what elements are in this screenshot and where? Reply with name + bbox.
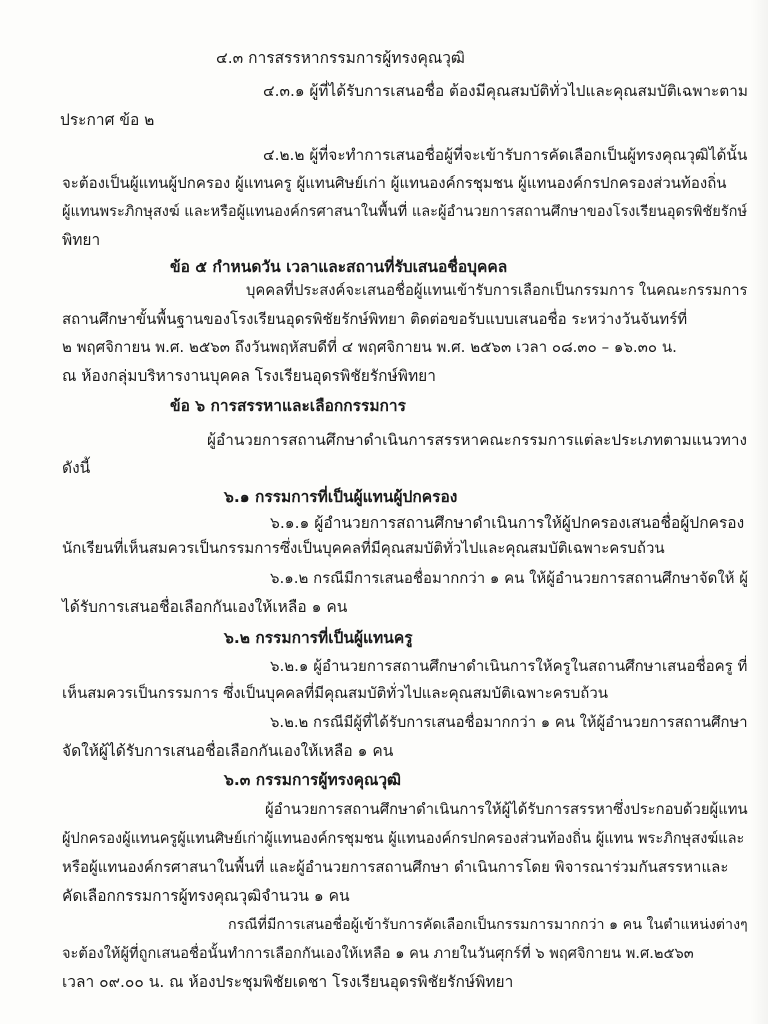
item-6-2-2-line: ๖.๒.๒ กรณีมีผู้ที่ได้รับการเสนอชื่อมากกว่า ๑ คน ให้ผู้อำนวยการสถานศึกษา bbox=[270, 714, 748, 731]
section-5-line-1: บุคคลที่ประสงค์จะเสนอชื่อผู้แทนเข้ารับการเลือกเป็นกรรมการ ในคณะกรรมการ bbox=[246, 282, 748, 299]
section-6-3-line-3: หรือผู้แทนองค์กรศาสนาในพื้นที่ และผู้อำนวยการสถานศึกษา ดำเนินการโดย พิจารณาร่วมกันสรรหาและ bbox=[62, 858, 729, 876]
item-4-2-2-line: ๔.๒.๒ ผู้ที่จะทำการเสนอชื่อผู้ที่จะเข้ารับการคัดเลือกเป็นผู้ทรงคุณวุฒิได้นั้น bbox=[263, 146, 748, 164]
item-4-2-2-continuation-3: พิทยา bbox=[62, 231, 101, 249]
item-6-2-1-continuation: เห็นสมควรเป็นกรรมการ ซึ่งเป็นบุคคลที่มีคุณสมบัติทั่วไปและคุณสมบัติเฉพาะครบถ้วน bbox=[62, 684, 608, 702]
section-5-line-2: สถานศึกษาขั้นพื้นฐานของโรงเรียนอุดรพิชัยรักษ์พิทยา ติดต่อขอรับแบบเสนอชื่อ ระหว่างวันจันทร์ที่ bbox=[62, 310, 688, 328]
item-4-3-1-continuation: ประกาศ ข้อ ๒ bbox=[60, 111, 155, 129]
section-5-line-4: ณ ห้องกลุ่มบริหารงานบุคคล โรงเรียนอุดรพิชัยรักษ์พิทยา bbox=[62, 367, 436, 385]
item-6-1-2-continuation: ได้รับการเสนอชื่อเลือกกันเองให้เหลือ ๑ คน bbox=[62, 598, 348, 616]
item-6-1-2-line: ๖.๑.๒ กรณีมีการเสนอชื่อมากกว่า ๑ คน ให้ผู้อำนวยการสถานศึกษาจัดให้ ผู้ bbox=[270, 569, 748, 587]
item-4-3-heading: ๔.๓ การสรรหากรรมการผู้ทรงคุณวุฒิ bbox=[216, 49, 465, 67]
section-6-intro-continuation: ดังนี้ bbox=[62, 459, 91, 477]
section-5-line-3: ๒ พฤศจิกายน พ.ศ. ๒๕๖๓ ถึงวันพฤหัสบดีที่ ๔ พฤศจิกายน พ.ศ. ๒๕๖๓ เวลา ๐๘.๓๐ – ๑๖.๓๐ น. bbox=[62, 338, 677, 356]
section-6-3-line-2: ผู้ปกครองผู้แทนครูผู้แทนศิษย์เก่าผู้แทนองค์กรชุมชน ผู้แทนองค์กรปกครองส่วนท้องถิ่น ผู้แทน พระภิกษุสงฆ์และ bbox=[62, 830, 745, 847]
item-4-2-2-continuation-2: ผู้แทนพระภิกษุสงฆ์ และหรือผู้แทนองค์กรศาสนาในพื้นที่ และผู้อำนวยการสถานศึกษาของโรงเรียนอุดรพิชัยรักษ์ bbox=[62, 203, 748, 220]
section-6-1-heading: ๖.๑ กรรมการที่เป็นผู้แทนผู้ปกครอง bbox=[224, 488, 458, 506]
item-4-2-2-continuation-1: จะต้องเป็นผู้แทนผู้ปกครอง ผู้แทนครู ผู้แทนศิษย์เก่า ผู้แทนองค์กรชุมชน ผู้แทนองค์กรปกครองส่วนท้องถิ่น bbox=[62, 174, 727, 192]
section-6-2-heading: ๖.๒ กรรมการที่เป็นผู้แทนครู bbox=[224, 629, 413, 647]
item-6-1-1-line: ๖.๑.๑ ผู้อำนวยการสถานศึกษาดำเนินการให้ผู้ปกครองเสนอชื่อผู้ปกครอง bbox=[270, 514, 745, 532]
section-6-3-line-1: ผู้อำนวยการสถานศึกษาดำเนินการให้ผู้ได้รับการสรรหาซึ่งประกอบด้วยผู้แทน bbox=[265, 801, 748, 818]
section-6-heading: ข้อ ๖ การสรรหาและเลือกกรรมการ bbox=[170, 397, 406, 415]
item-6-2-2-continuation: จัดให้ผู้ได้รับการเสนอชื่อเลือกกันเองให้เหลือ ๑ คน bbox=[62, 742, 394, 760]
page-edge-shadow bbox=[750, 0, 768, 1024]
section-6-3-case-line-2: จะต้องให้ผู้ที่ถูกเสนอชื่อนั้นทำการเลือกกันเองให้เหลือ ๑ คน ภายในวันศุกร์ที่ ๖ พฤศจิกายน พ.ศ.๒๕๖๓ bbox=[62, 945, 694, 962]
item-6-1-1-continuation: นักเรียนที่เห็นสมควรเป็นกรรมการซึ่งเป็นบุคคลที่มีคุณสมบัติทั่วไปและคุณสมบัติเฉพาะครบถ้วน bbox=[62, 539, 665, 557]
section-6-3-case-line-1: กรณีที่มีการเสนอชื่อผู้เข้ารับการคัดเลือกเป็นกรรมการมากกว่า ๑ คน ในตำแหน่งต่างๆ bbox=[228, 917, 748, 933]
section-6-3-line-4: คัดเลือกกรรมการผู้ทรงคุณวุฒิจำนวน ๑ คน bbox=[62, 887, 350, 905]
section-5-heading: ข้อ ๕ กำหนดวัน เวลาและสถานที่รับเสนอชื่อบุคคล bbox=[170, 258, 508, 276]
section-6-3-case-line-3: เวลา ๐๙.๐๐ น. ณ ห้องประชุมพิชัยเดชา โรงเรียนอุดรพิชัยรักษ์พิทยา bbox=[62, 973, 514, 991]
item-6-2-1-line: ๖.๒.๑ ผู้อำนวยการสถานศึกษาดำเนินการให้ครูในสถานศึกษาเสนอชื่อครู ที่ bbox=[270, 657, 748, 675]
section-6-3-heading: ๖.๓ กรรมการผู้ทรงคุณวุฒิ bbox=[224, 771, 402, 789]
item-4-3-1-line: ๔.๓.๑ ผู้ที่ได้รับการเสนอชื่อ ต้องมีคุณสมบัติทั่วไปและคุณสมบัติเฉพาะตาม bbox=[263, 82, 748, 100]
section-6-intro: ผู้อำนวยการสถานศึกษาดำเนินการสรรหาคณะกรรมการแต่ละประเภทตามแนวทาง bbox=[207, 431, 747, 449]
